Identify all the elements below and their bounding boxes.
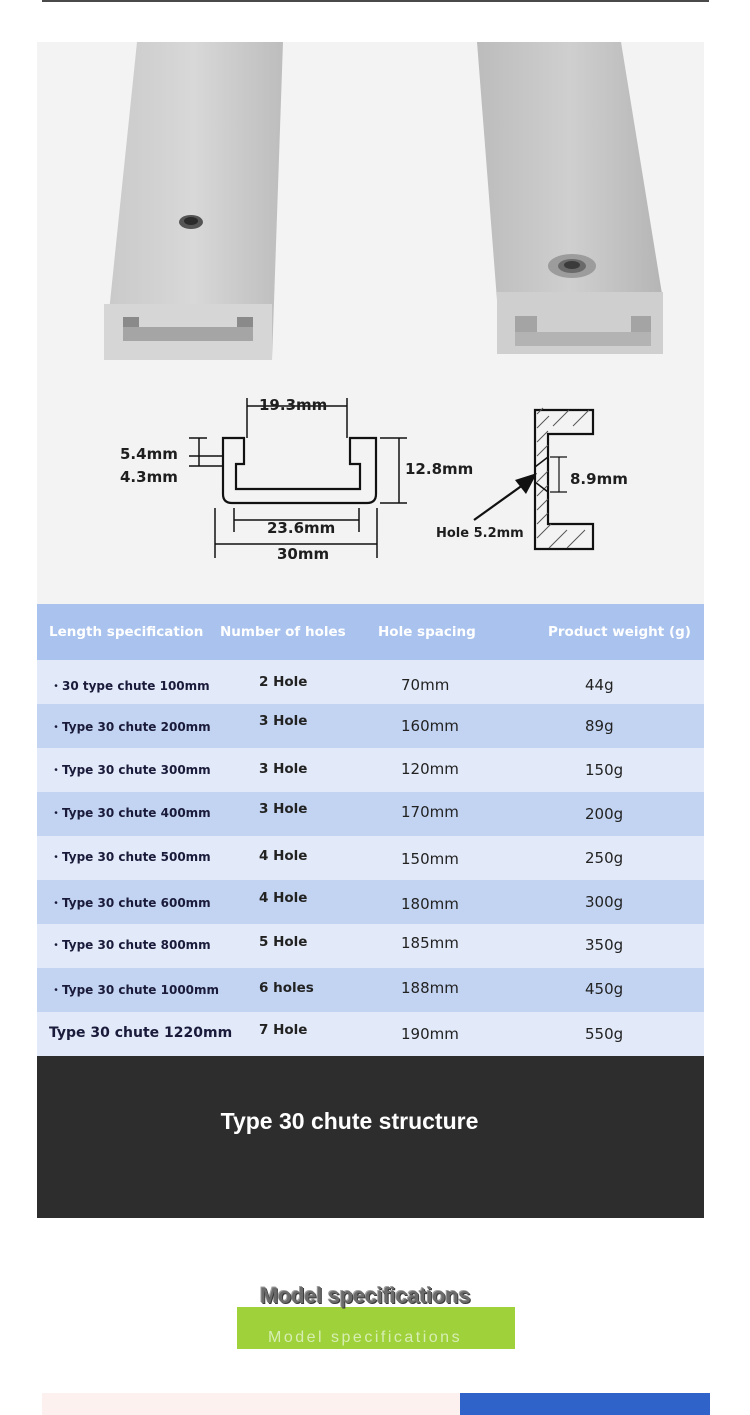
structure-title: Type 30 chute structure: [220, 1108, 479, 1134]
header-weight: Product weight (g): [548, 624, 691, 640]
header-spacing: Hole spacing: [378, 624, 476, 640]
cell-holes: 5 Hole: [259, 934, 308, 950]
header-holes: Number of holes: [220, 624, 346, 640]
dim-side-height: 8.9mm: [570, 470, 628, 488]
table-row: [37, 836, 704, 880]
cell-spacing: 150mm: [401, 850, 459, 868]
cell-length: Type 30 chute 1220mm: [49, 1025, 233, 1041]
dim-inner-width: 23.6mm: [267, 519, 336, 537]
dim-outer-width: 30mm: [277, 545, 330, 563]
cell-holes: 6 holes: [259, 980, 314, 996]
cell-length: ・Type 30 chute 1000mm: [50, 983, 220, 997]
cell-spacing: 70mm: [401, 676, 450, 694]
top-rule: [42, 0, 709, 2]
footer-strip-right: [460, 1393, 710, 1415]
product-photo-section: [37, 42, 704, 604]
left-rail-photo: [104, 42, 283, 360]
cell-spacing: 185mm: [401, 934, 459, 952]
cell-length: ・30 type chute 100mm: [50, 679, 210, 693]
cell-spacing: 180mm: [401, 895, 459, 913]
hole-label: Hole 5.2mm: [436, 526, 524, 541]
cell-length: ・Type 30 chute 500mm: [50, 850, 211, 864]
table-row: [37, 660, 704, 704]
cell-weight: 450g: [585, 980, 624, 998]
table-row: [37, 968, 704, 1012]
model-spec-subtitle: Model specifications: [268, 1329, 463, 1346]
cell-weight: 89g: [585, 717, 614, 735]
header-length: Length specification: [49, 624, 204, 640]
cell-holes: 3 Hole: [259, 761, 308, 777]
cell-spacing: 160mm: [401, 717, 459, 735]
cell-spacing: 190mm: [401, 1025, 459, 1043]
cell-length: ・Type 30 chute 200mm: [50, 720, 211, 734]
cell-weight: 250g: [585, 849, 624, 867]
cell-holes: 3 Hole: [259, 801, 308, 817]
table-row: [37, 880, 704, 924]
table-row: [37, 1012, 704, 1056]
cell-weight: 300g: [585, 893, 624, 911]
structure-banner: [37, 1056, 704, 1218]
dim-slot-depth-2: 4.3mm: [120, 468, 178, 486]
cell-holes: 4 Hole: [259, 848, 308, 864]
table-row: [37, 792, 704, 836]
cell-length: ・Type 30 chute 400mm: [50, 806, 211, 820]
cell-spacing: 120mm: [401, 760, 459, 778]
table-row: [37, 748, 704, 792]
table-header: [37, 604, 704, 660]
cell-weight: 44g: [585, 676, 614, 694]
cell-length: ・Type 30 chute 600mm: [50, 896, 211, 910]
spec-table: [37, 604, 704, 1056]
right-rail-photo: [477, 42, 663, 354]
cell-weight: 200g: [585, 805, 624, 823]
dim-height: 12.8mm: [405, 460, 474, 478]
cell-weight: 150g: [585, 761, 624, 779]
cell-spacing: 170mm: [401, 803, 459, 821]
model-spec-title: Model specifications: [260, 1283, 471, 1308]
cell-weight: 550g: [585, 1025, 624, 1043]
cell-weight: 350g: [585, 936, 624, 954]
dim-top-width: 19.3mm: [259, 396, 328, 414]
cell-spacing: 188mm: [401, 979, 459, 997]
cell-holes: 7 Hole: [259, 1022, 308, 1038]
cell-length: ・Type 30 chute 300mm: [50, 763, 211, 777]
cell-holes: 2 Hole: [259, 674, 308, 690]
cell-holes: 3 Hole: [259, 713, 308, 729]
dim-slot-depth-1: 5.4mm: [120, 445, 178, 463]
cell-holes: 4 Hole: [259, 890, 308, 906]
footer-strip-left: [42, 1393, 460, 1415]
table-row: [37, 704, 704, 748]
cell-length: ・Type 30 chute 800mm: [50, 938, 211, 952]
table-row: [37, 924, 704, 968]
product-photo-illustration: [37, 42, 704, 604]
